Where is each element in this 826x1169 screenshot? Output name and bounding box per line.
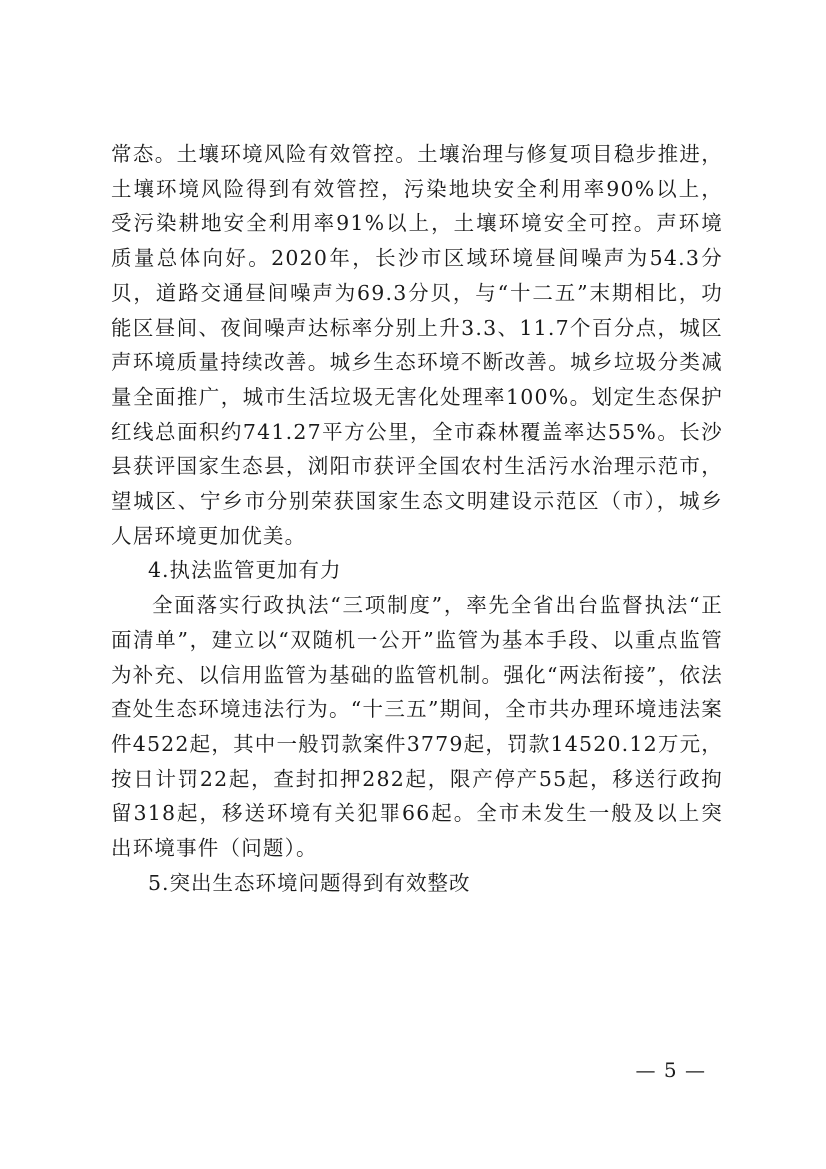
paragraph-enforcement: 全面落实行政执法“三项制度”，率先全省出台监督执法“正面清单”，建立以“双随机一公开”监管为基本手段、以重点监管为补充、以信用监管为基础的监管机制。强化“两法衔接”，依法查处生态环境违法行为。“十三五”期间，全市共办理环境违法案件4522起，其中一般罚款案件3779起，罚款14520.12万元，按日计罚22起，查封扣押282起，限产停产55起，移送行政拘留318起，移送环境有关犯罪66起。全市未发生一般及以上突出环境事件（问题）。 xyxy=(111,593,723,861)
page-number: — 5 — xyxy=(635,1058,706,1082)
section-heading-enforcement: 4.执法监管更加有力 xyxy=(148,558,342,583)
document-body xyxy=(111,137,723,900)
paragraph-environment-quality: 常态。土壤环境风险有效管控。土壤治理与修复项目稳步推进，土壤环境风险得到有效管控，污染地块安全利用率90%以上，受污染耕地安全利用率91%以上，土壤环境安全可控。声环境质量总体向好。2020年，长沙市区域环境昼间噪声为54.3分贝，道路交通昼间噪声为69.3分贝，与“十二五”末期相比，功能区昼间、夜间噪声达标率分别上升3.3、11.7个百分点，城区声环境质量持续改善。城乡生态环境不断改善。城乡垃圾分类减量全面推广，城市生活垃圾无害化处理率100%。划定生态保护红线总面积约741.27平方公里，全市森林覆盖率达55%。长沙县获评国家生态县，浏阳市获评全国农村生活污水治理示范市，望城区、宁乡市分别荣获国家生态文明建设示范区（市），城乡人居环境更加优美。 xyxy=(111,142,723,548)
section-heading-rectification: 5.突出生态环境问题得到有效整改 xyxy=(148,870,471,895)
